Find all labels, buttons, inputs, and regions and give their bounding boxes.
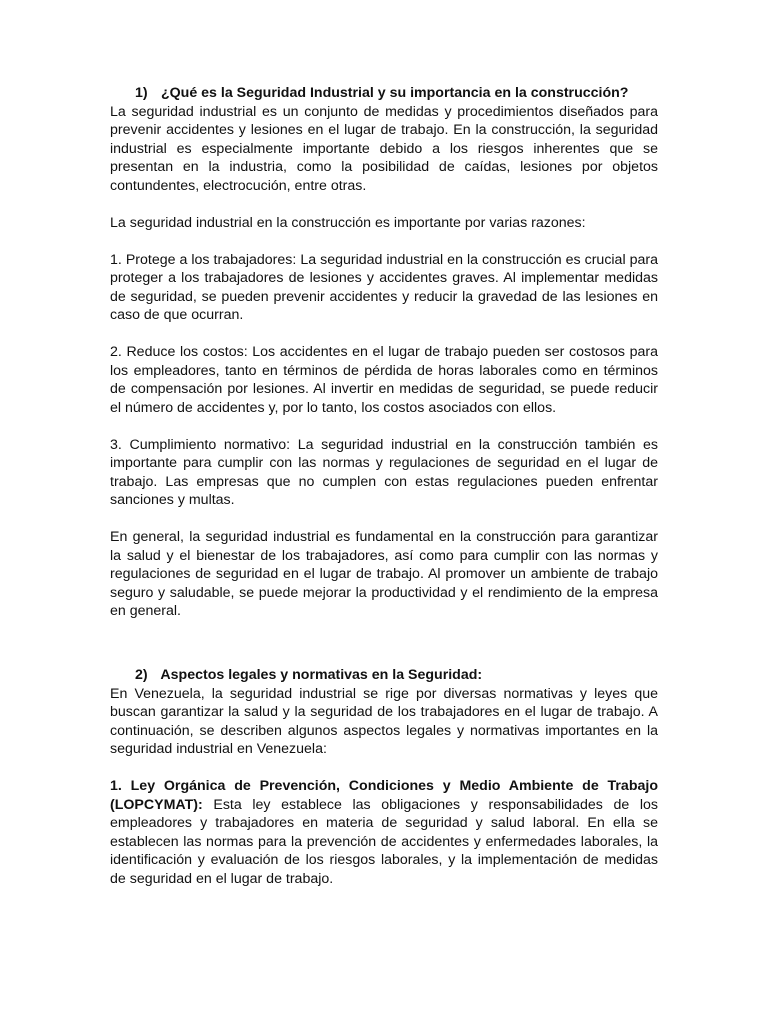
law-1-paragraph [110,777,658,888]
section-2-title: Aspectos legales y normativas en la Seguridad: [160,667,483,683]
section-2-number: 2) [135,667,148,683]
document-page [110,84,658,888]
section-2-heading [110,666,658,685]
section-2-intro: En Venezuela, la seguridad industrial se rige por diversas normativas y leyes que buscan garantizar la salud y la seguridad de los trabajadores en el lugar de trabajo. A continuación, se describen algunos aspectos legales y normativas importantes en la seguridad industrial en Venezuela: [110,685,658,757]
law-1-title: 1. Ley Orgánica de Prevención, Condiciones y Medio Ambiente de Trabajo (LOPCYMAT): [110,778,658,813]
section-1-number: 1) [135,85,148,101]
reason-1: 1. Protege a los trabajadores: La seguridad industrial en la construcción es crucial para proteger a los trabajadores de lesiones y accidentes graves. Al implementar medidas de seguridad, se pueden prevenir accidentes y reducir la gravedad de las lesiones en caso de que ocurran. [110,251,658,323]
section-1-conclusion: En general, la seguridad industrial es fundamental en la construcción para garantizar la salud y el bienestar de los trabajadores, así como para cumplir con las normas y regulaciones de seguridad en el lugar de trabajo. Al promover un ambiente de trabajo seguro y saludable, se puede mejorar la productividad y el rendimiento de la empresa en general. [110,529,658,619]
section-1-title: ¿Qué es la Seguridad Industrial y su importancia en la construcción? [160,85,629,101]
section-1-reasons-intro: La seguridad industrial en la construcción es importante por varias razones: [110,214,586,231]
reason-2: 2. Reduce los costos: Los accidentes en el lugar de trabajo pueden ser costosos para los empleadores, tanto en términos de pérdida de horas laborales como en términos de compensación por lesiones. Al invertir en medidas de seguridad, se puede reducir el número de accidentes y, por lo tanto, los costos asociados con ellos. [110,344,658,416]
reason-3: 3. Cumplimiento normativo: La seguridad industrial en la construcción también es importante para cumplir con las normas y regulaciones de seguridad en el lugar de trabajo. Las empresas que no cumplen con estas regulaciones pueden enfrentar sanciones y multas. [110,436,658,508]
section-1-intro: La seguridad industrial es un conjunto de medidas y procedimientos diseñados para prevenir accidentes y lesiones en el lugar de trabajo. En la construcción, la seguridad industrial es especialmente importante debido a los riesgos inherentes que se presentan en la industria, como la posibilidad de caídas, lesiones por objetos contundentes, electrocución, entre otras. [110,103,658,194]
section-1-heading [110,84,658,103]
law-1-text: Esta ley establece las obligaciones y responsabilidades de los empleadores y trabajadores en materia de seguridad y salud laboral. En ella se establecen las normas para la prevención de accidentes y enfermedades laborales, la identificación y evaluación de los riesgos laborales, y la implementación de medidas de seguridad en el lugar de trabajo. [110,796,658,887]
